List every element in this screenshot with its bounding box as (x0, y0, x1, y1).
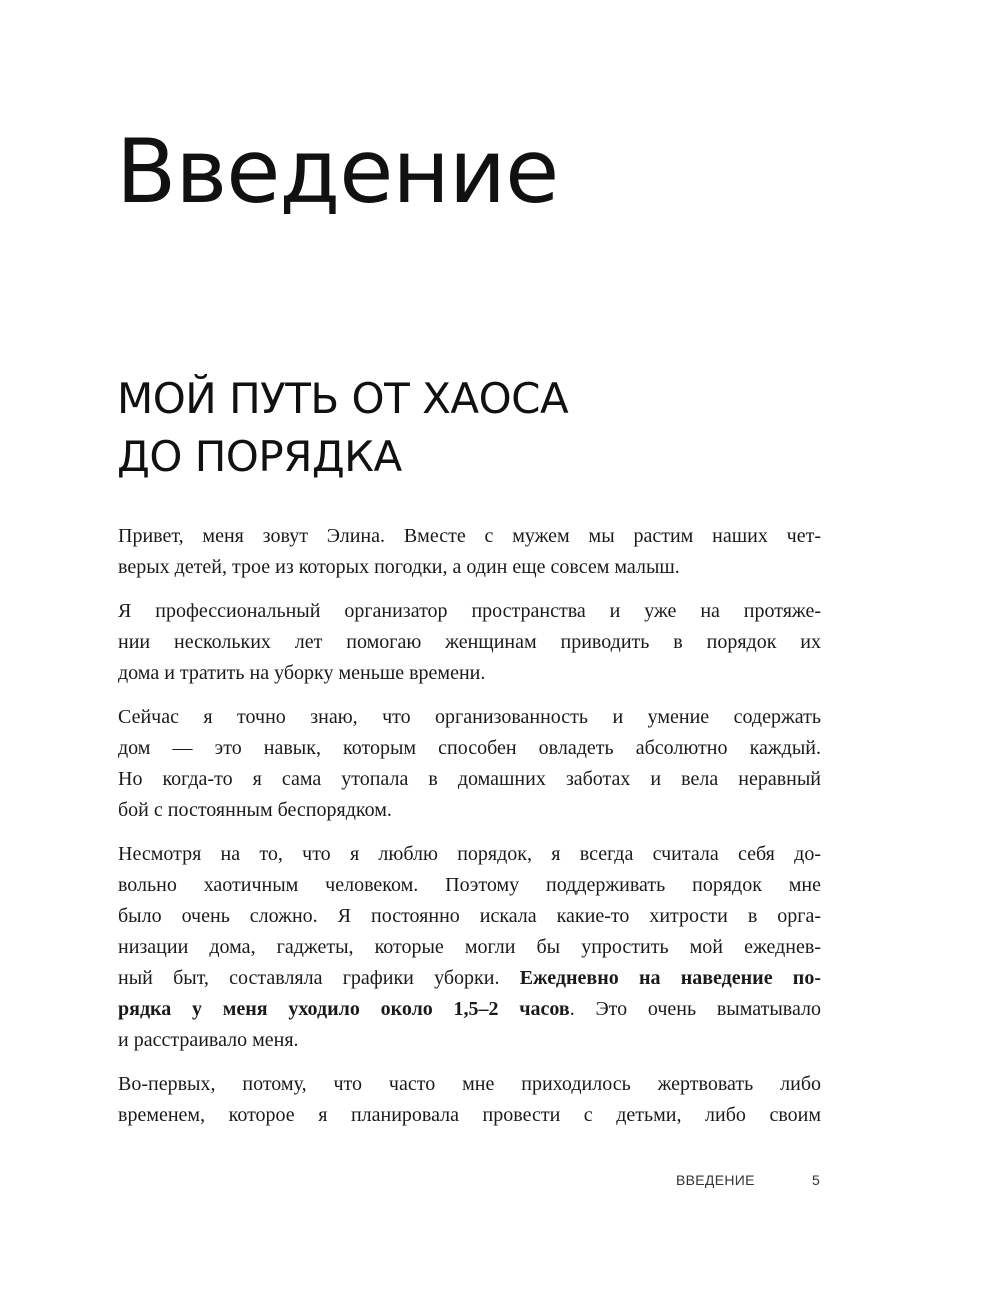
text-run: . Это очень выматывало (569, 998, 822, 1020)
text-line: Я профессиональный организатор пространства и уже на протяже- (118, 600, 821, 622)
text-line: вольно хаотичным человеком. Поэтому поддерживать порядок мне (118, 874, 821, 896)
text-line: нии нескольких лет помогаю женщинам приводить в порядок их (118, 631, 821, 653)
text-run: ный быт, составляла графики уборки. (118, 967, 520, 989)
page-footer (0, 1172, 987, 1192)
paragraph (118, 702, 821, 826)
bold-text-run: Ежедневно на наведение по- (519, 967, 821, 989)
text-line: бой с постоянным беспорядком. (118, 799, 392, 821)
text-line: дома и тратить на уборку меньше времени. (118, 662, 486, 684)
bold-text-run: рядка у меня уходило около 1,5–2 часов (118, 998, 570, 1020)
paragraph (118, 839, 821, 1056)
body-text (118, 521, 821, 1144)
text-line: Сейчас я точно знаю, что организованность и умение содержать (118, 706, 821, 728)
section-heading-line: ДО ПОРЯДКА (117, 432, 402, 481)
page-number: 5 (812, 1172, 820, 1188)
text-line: верых детей, трое из которых погодки, а один еще совсем малыш. (118, 556, 680, 578)
text-line: низации дома, гаджеты, которые могли бы упростить мой ежеднев- (118, 936, 821, 958)
text-line: и расстраивало меня. (118, 1029, 299, 1051)
text-line (118, 994, 821, 1025)
text-line: Привет, меня зовут Элина. Вместе с мужем мы растим наших чет- (118, 525, 821, 547)
text-line: дом — это навык, которым способен овладеть абсолютно каждый. (118, 737, 821, 759)
section-heading (117, 370, 837, 486)
paragraph (118, 1069, 821, 1131)
running-footer-section: ВВЕДЕНИЕ (676, 1172, 755, 1188)
text-line (118, 963, 821, 994)
text-line: Но когда-то я сама утопала в домашних заботах и вела неравный (118, 768, 821, 790)
text-line: Во-первых, потому, что часто мне приходилось жертвовать либо (118, 1073, 821, 1095)
chapter-title: Введение (116, 120, 559, 223)
section-heading-line: МОЙ ПУТЬ ОТ ХАОСА (117, 374, 569, 423)
text-line: было очень сложно. Я постоянно искала какие-то хитрости в орга- (118, 905, 821, 927)
paragraph (118, 521, 821, 583)
text-line: Несмотря на то, что я люблю порядок, я всегда считала себя до- (118, 843, 821, 865)
text-line: временем, которое я планировала провести с детьми, либо своим (118, 1104, 821, 1126)
paragraph (118, 596, 821, 689)
